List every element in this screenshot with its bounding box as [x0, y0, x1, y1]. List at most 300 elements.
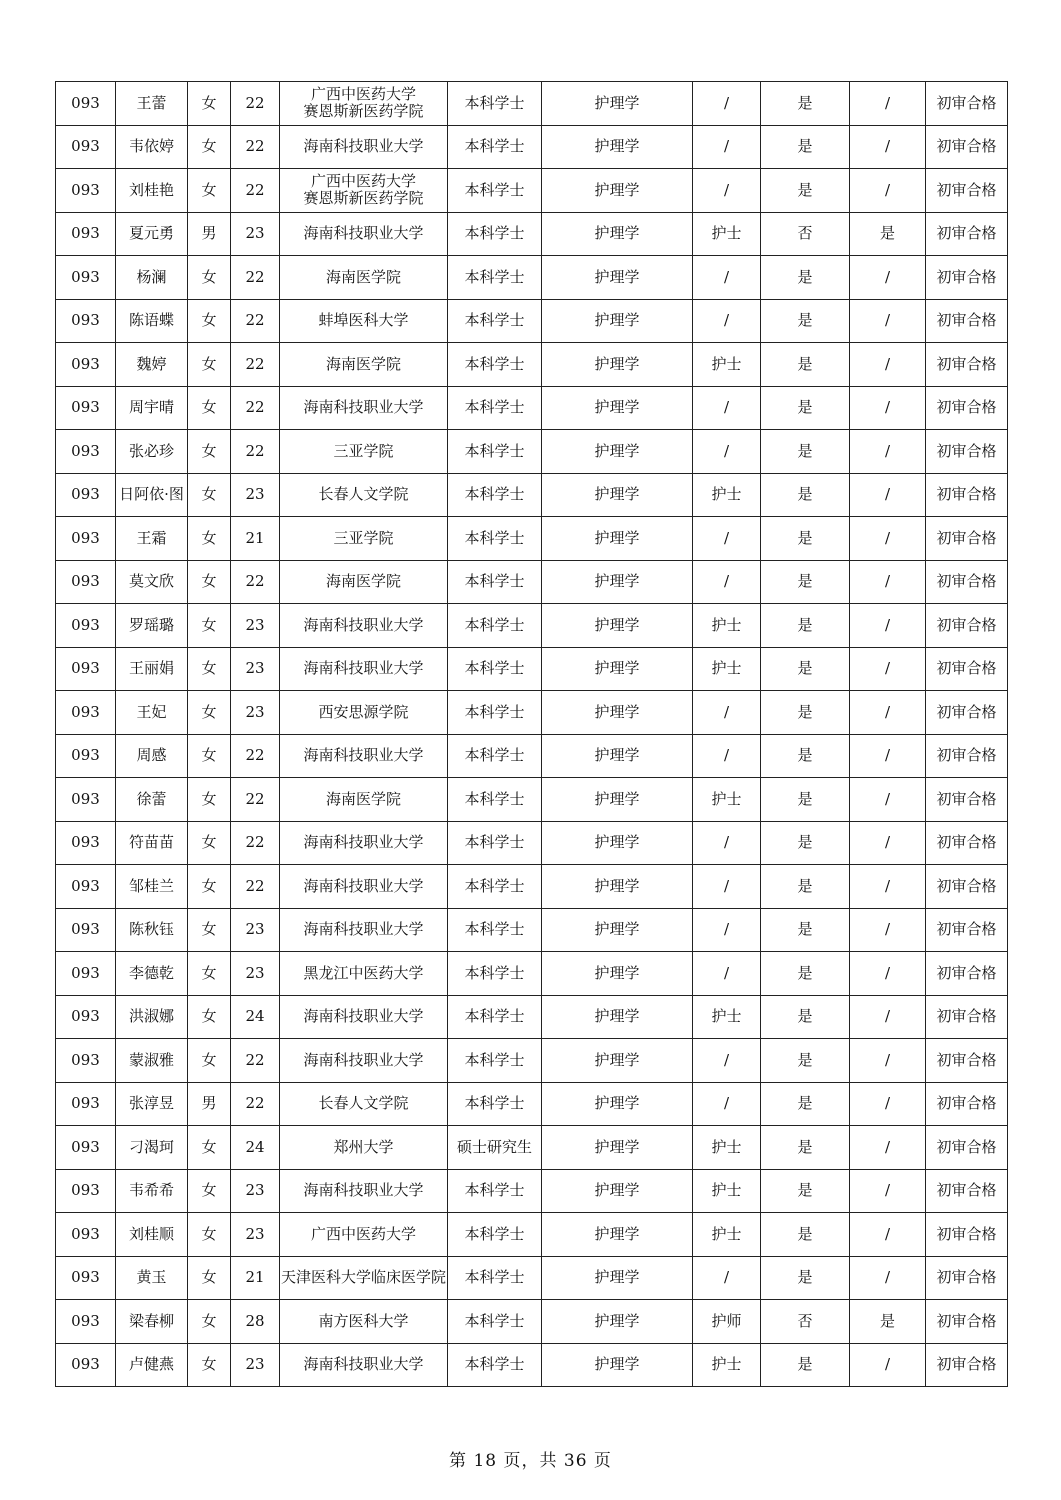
cell-fresh: 是	[761, 1169, 850, 1213]
cell-result: 初审合格	[926, 343, 1008, 387]
cell-result: 初审合格	[926, 212, 1008, 256]
cell-fresh: 是	[761, 169, 850, 213]
cell-result: 初审合格	[926, 1300, 1008, 1344]
cell-result: 初审合格	[926, 517, 1008, 561]
cell-gender: 女	[188, 995, 231, 1039]
cell-fresh: 是	[761, 1082, 850, 1126]
cell-code: 093	[56, 1300, 116, 1344]
cell-other: /	[850, 865, 926, 909]
cell-major: 护理学	[542, 430, 693, 474]
cell-fresh: 是	[761, 386, 850, 430]
cell-age: 28	[231, 1300, 280, 1344]
cell-degree: 本科学士	[448, 256, 542, 300]
cell-age: 22	[231, 343, 280, 387]
cell-degree: 本科学士	[448, 560, 542, 604]
cell-name: 陈语蝶	[116, 299, 188, 343]
cell-code: 093	[56, 82, 116, 126]
table-row	[56, 256, 1008, 300]
cell-cert: 护士	[693, 1213, 761, 1257]
cell-code: 093	[56, 1169, 116, 1213]
cell-code: 093	[56, 1039, 116, 1083]
cell-cert: /	[693, 908, 761, 952]
cell-school: 广西中医药大学 赛恩斯新医药学院	[280, 82, 448, 126]
cell-school: 天津医科大学临床医学院	[280, 1256, 448, 1300]
cell-result: 初审合格	[926, 125, 1008, 169]
cell-result: 初审合格	[926, 473, 1008, 517]
cell-age: 22	[231, 821, 280, 865]
cell-degree: 本科学士	[448, 691, 542, 735]
cell-name: 韦依婷	[116, 125, 188, 169]
cell-fresh: 是	[761, 1213, 850, 1257]
cell-gender: 女	[188, 430, 231, 474]
cell-age: 22	[231, 256, 280, 300]
cell-other: 是	[850, 212, 926, 256]
cell-gender: 女	[188, 691, 231, 735]
cell-school: 海南医学院	[280, 343, 448, 387]
cell-cert: /	[693, 1256, 761, 1300]
table-row	[56, 1082, 1008, 1126]
cell-result: 初审合格	[926, 778, 1008, 822]
cell-result: 初审合格	[926, 256, 1008, 300]
cell-name: 王蕾	[116, 82, 188, 126]
cell-school: 海南科技职业大学	[280, 647, 448, 691]
table-row	[56, 82, 1008, 126]
cell-fresh: 是	[761, 1256, 850, 1300]
table-row	[56, 1126, 1008, 1170]
cell-cert: /	[693, 430, 761, 474]
cell-code: 093	[56, 430, 116, 474]
cell-school: 海南科技职业大学	[280, 734, 448, 778]
cell-major: 护理学	[542, 734, 693, 778]
cell-school: 郑州大学	[280, 1126, 448, 1170]
table-row	[56, 125, 1008, 169]
cell-school: 蚌埠医科大学	[280, 299, 448, 343]
cell-gender: 女	[188, 952, 231, 996]
cell-other: /	[850, 299, 926, 343]
cell-code: 093	[56, 1213, 116, 1257]
cell-code: 093	[56, 1126, 116, 1170]
cell-cert: /	[693, 517, 761, 561]
cell-major: 护理学	[542, 212, 693, 256]
cell-major: 护理学	[542, 517, 693, 561]
cell-cert: 护士	[693, 1126, 761, 1170]
cell-result: 初审合格	[926, 604, 1008, 648]
cell-major: 护理学	[542, 1213, 693, 1257]
cell-school: 海南科技职业大学	[280, 908, 448, 952]
cell-code: 093	[56, 821, 116, 865]
cell-gender: 女	[188, 778, 231, 822]
cell-major: 护理学	[542, 560, 693, 604]
cell-fresh: 是	[761, 560, 850, 604]
cell-fresh: 否	[761, 1300, 850, 1344]
table-row	[56, 1300, 1008, 1344]
table-row	[56, 212, 1008, 256]
cell-gender: 女	[188, 299, 231, 343]
cell-name: 罗瑶璐	[116, 604, 188, 648]
cell-other: /	[850, 560, 926, 604]
cell-age: 21	[231, 1256, 280, 1300]
cell-major: 护理学	[542, 1126, 693, 1170]
table-row	[56, 952, 1008, 996]
cell-other: /	[850, 691, 926, 735]
cell-school: 海南科技职业大学	[280, 865, 448, 909]
table-row	[56, 343, 1008, 387]
cell-gender: 女	[188, 386, 231, 430]
cell-major: 护理学	[542, 343, 693, 387]
cell-result: 初审合格	[926, 908, 1008, 952]
cell-result: 初审合格	[926, 952, 1008, 996]
table-row	[56, 430, 1008, 474]
cell-gender: 女	[188, 473, 231, 517]
cell-school: 南方医科大学	[280, 1300, 448, 1344]
cell-code: 093	[56, 473, 116, 517]
table-row	[56, 473, 1008, 517]
cell-cert: 护士	[693, 647, 761, 691]
table-row	[56, 604, 1008, 648]
cell-result: 初审合格	[926, 299, 1008, 343]
cell-code: 093	[56, 1082, 116, 1126]
cell-age: 23	[231, 1343, 280, 1387]
cell-other: /	[850, 1213, 926, 1257]
cell-age: 23	[231, 647, 280, 691]
cell-degree: 本科学士	[448, 952, 542, 996]
cell-age: 22	[231, 430, 280, 474]
cell-name: 符苗苗	[116, 821, 188, 865]
cell-major: 护理学	[542, 473, 693, 517]
cell-age: 22	[231, 82, 280, 126]
cell-age: 22	[231, 169, 280, 213]
cell-major: 护理学	[542, 1343, 693, 1387]
cell-major: 护理学	[542, 386, 693, 430]
cell-other: /	[850, 473, 926, 517]
cell-code: 093	[56, 212, 116, 256]
cell-other: /	[850, 1343, 926, 1387]
cell-cert: /	[693, 299, 761, 343]
cell-result: 初审合格	[926, 995, 1008, 1039]
cell-school: 三亚学院	[280, 517, 448, 561]
cell-age: 23	[231, 212, 280, 256]
cell-school: 海南医学院	[280, 560, 448, 604]
cell-gender: 女	[188, 604, 231, 648]
cell-cert: /	[693, 734, 761, 778]
table-row	[56, 908, 1008, 952]
cell-result: 初审合格	[926, 1256, 1008, 1300]
cell-other: /	[850, 517, 926, 561]
cell-code: 093	[56, 691, 116, 735]
cell-result: 初审合格	[926, 691, 1008, 735]
candidate-table	[55, 81, 1008, 1387]
cell-code: 093	[56, 604, 116, 648]
cell-major: 护理学	[542, 82, 693, 126]
cell-name: 刘桂顺	[116, 1213, 188, 1257]
cell-fresh: 是	[761, 430, 850, 474]
cell-major: 护理学	[542, 299, 693, 343]
cell-school: 西安思源学院	[280, 691, 448, 735]
cell-school: 三亚学院	[280, 430, 448, 474]
cell-fresh: 是	[761, 604, 850, 648]
cell-gender: 女	[188, 517, 231, 561]
cell-gender: 女	[188, 1300, 231, 1344]
cell-name: 王霜	[116, 517, 188, 561]
cell-name: 洪淑娜	[116, 995, 188, 1039]
cell-other: /	[850, 952, 926, 996]
table-row	[56, 1169, 1008, 1213]
cell-code: 093	[56, 386, 116, 430]
cell-other: /	[850, 1126, 926, 1170]
cell-school: 广西中医药大学	[280, 1213, 448, 1257]
cell-major: 护理学	[542, 256, 693, 300]
cell-result: 初审合格	[926, 1343, 1008, 1387]
cell-code: 093	[56, 169, 116, 213]
cell-code: 093	[56, 1256, 116, 1300]
cell-cert: 护士	[693, 212, 761, 256]
cell-other: 是	[850, 1300, 926, 1344]
cell-code: 093	[56, 778, 116, 822]
cell-other: /	[850, 256, 926, 300]
cell-fresh: 是	[761, 299, 850, 343]
cell-major: 护理学	[542, 647, 693, 691]
cell-result: 初审合格	[926, 82, 1008, 126]
cell-name: 夏元勇	[116, 212, 188, 256]
cell-name: 魏婷	[116, 343, 188, 387]
cell-other: /	[850, 125, 926, 169]
cell-other: /	[850, 430, 926, 474]
table-row	[56, 647, 1008, 691]
cell-result: 初审合格	[926, 430, 1008, 474]
cell-other: /	[850, 778, 926, 822]
page-footer: 第 18 页，共 36 页	[449, 1451, 612, 1471]
cell-school: 海南科技职业大学	[280, 1039, 448, 1083]
cell-age: 24	[231, 995, 280, 1039]
table-row	[56, 560, 1008, 604]
cell-other: /	[850, 821, 926, 865]
cell-school: 海南医学院	[280, 256, 448, 300]
cell-result: 初审合格	[926, 1126, 1008, 1170]
cell-degree: 本科学士	[448, 517, 542, 561]
cell-age: 22	[231, 778, 280, 822]
cell-age: 22	[231, 865, 280, 909]
cell-name: 周宇晴	[116, 386, 188, 430]
cell-gender: 女	[188, 647, 231, 691]
cell-gender: 女	[188, 865, 231, 909]
cell-name: 陈秋钰	[116, 908, 188, 952]
cell-other: /	[850, 995, 926, 1039]
cell-school: 黑龙江中医药大学	[280, 952, 448, 996]
cell-name: 张必珍	[116, 430, 188, 474]
cell-cert: 护士	[693, 995, 761, 1039]
cell-fresh: 是	[761, 82, 850, 126]
cell-major: 护理学	[542, 1256, 693, 1300]
cell-gender: 女	[188, 908, 231, 952]
cell-major: 护理学	[542, 125, 693, 169]
cell-code: 093	[56, 647, 116, 691]
cell-cert: 护士	[693, 473, 761, 517]
cell-name: 徐蕾	[116, 778, 188, 822]
cell-gender: 女	[188, 1039, 231, 1083]
cell-cert: 护师	[693, 1300, 761, 1344]
cell-result: 初审合格	[926, 821, 1008, 865]
cell-degree: 本科学士	[448, 604, 542, 648]
cell-degree: 本科学士	[448, 908, 542, 952]
cell-result: 初审合格	[926, 1082, 1008, 1126]
table-row	[56, 1039, 1008, 1083]
cell-name: 卢健燕	[116, 1343, 188, 1387]
cell-age: 23	[231, 691, 280, 735]
cell-fresh: 是	[761, 125, 850, 169]
cell-cert: /	[693, 169, 761, 213]
table-row	[56, 169, 1008, 213]
cell-age: 22	[231, 734, 280, 778]
cell-fresh: 是	[761, 1126, 850, 1170]
cell-major: 护理学	[542, 1082, 693, 1126]
cell-age: 22	[231, 125, 280, 169]
cell-code: 093	[56, 517, 116, 561]
cell-gender: 男	[188, 212, 231, 256]
cell-age: 23	[231, 473, 280, 517]
cell-age: 22	[231, 386, 280, 430]
table-row	[56, 386, 1008, 430]
cell-major: 护理学	[542, 865, 693, 909]
cell-code: 093	[56, 865, 116, 909]
table-row	[56, 1213, 1008, 1257]
cell-gender: 女	[188, 82, 231, 126]
cell-gender: 女	[188, 169, 231, 213]
cell-age: 22	[231, 299, 280, 343]
cell-fresh: 是	[761, 256, 850, 300]
cell-other: /	[850, 1082, 926, 1126]
cell-other: /	[850, 386, 926, 430]
cell-degree: 本科学士	[448, 1256, 542, 1300]
cell-degree: 本科学士	[448, 430, 542, 474]
cell-gender: 女	[188, 1256, 231, 1300]
cell-degree: 本科学士	[448, 865, 542, 909]
cell-degree: 本科学士	[448, 1343, 542, 1387]
cell-major: 护理学	[542, 604, 693, 648]
cell-code: 093	[56, 995, 116, 1039]
cell-code: 093	[56, 299, 116, 343]
cell-code: 093	[56, 908, 116, 952]
cell-gender: 女	[188, 1126, 231, 1170]
cell-result: 初审合格	[926, 1169, 1008, 1213]
cell-degree: 本科学士	[448, 1300, 542, 1344]
cell-cert: /	[693, 865, 761, 909]
table-row	[56, 1256, 1008, 1300]
cell-age: 23	[231, 1213, 280, 1257]
cell-cert: /	[693, 1039, 761, 1083]
cell-gender: 女	[188, 1213, 231, 1257]
cell-name: 周感	[116, 734, 188, 778]
cell-major: 护理学	[542, 778, 693, 822]
cell-name: 张淳昱	[116, 1082, 188, 1126]
cell-school: 海南科技职业大学	[280, 995, 448, 1039]
cell-degree: 本科学士	[448, 1169, 542, 1213]
cell-gender: 女	[188, 734, 231, 778]
cell-degree: 本科学士	[448, 125, 542, 169]
cell-degree: 本科学士	[448, 299, 542, 343]
cell-fresh: 是	[761, 865, 850, 909]
cell-cert: 护士	[693, 343, 761, 387]
cell-fresh: 是	[761, 343, 850, 387]
cell-fresh: 是	[761, 473, 850, 517]
cell-other: /	[850, 734, 926, 778]
cell-gender: 男	[188, 1082, 231, 1126]
cell-cert: /	[693, 821, 761, 865]
cell-other: /	[850, 169, 926, 213]
cell-school: 海南科技职业大学	[280, 604, 448, 648]
cell-other: /	[850, 343, 926, 387]
cell-age: 23	[231, 952, 280, 996]
cell-cert: /	[693, 125, 761, 169]
cell-major: 护理学	[542, 169, 693, 213]
cell-age: 23	[231, 1169, 280, 1213]
cell-code: 093	[56, 1343, 116, 1387]
cell-degree: 硕士研究生	[448, 1126, 542, 1170]
cell-name: 刘桂艳	[116, 169, 188, 213]
cell-code: 093	[56, 734, 116, 778]
cell-name: 王丽娟	[116, 647, 188, 691]
cell-age: 23	[231, 908, 280, 952]
cell-degree: 本科学士	[448, 386, 542, 430]
table-row	[56, 821, 1008, 865]
cell-age: 21	[231, 517, 280, 561]
cell-fresh: 是	[761, 952, 850, 996]
cell-fresh: 是	[761, 1039, 850, 1083]
cell-gender: 女	[188, 1169, 231, 1213]
cell-school: 海南科技职业大学	[280, 821, 448, 865]
cell-major: 护理学	[542, 1169, 693, 1213]
cell-cert: /	[693, 1082, 761, 1126]
cell-name: 王妃	[116, 691, 188, 735]
cell-name: 杨澜	[116, 256, 188, 300]
cell-school: 广西中医药大学 赛恩斯新医药学院	[280, 169, 448, 213]
cell-school: 长春人文学院	[280, 1082, 448, 1126]
cell-other: /	[850, 604, 926, 648]
cell-degree: 本科学士	[448, 212, 542, 256]
cell-name: 韦希希	[116, 1169, 188, 1213]
cell-degree: 本科学士	[448, 1213, 542, 1257]
cell-age: 23	[231, 604, 280, 648]
cell-age: 22	[231, 1082, 280, 1126]
cell-other: /	[850, 1256, 926, 1300]
cell-fresh: 是	[761, 821, 850, 865]
cell-code: 093	[56, 952, 116, 996]
cell-degree: 本科学士	[448, 1039, 542, 1083]
cell-code: 093	[56, 560, 116, 604]
cell-age: 24	[231, 1126, 280, 1170]
cell-age: 22	[231, 1039, 280, 1083]
cell-other: /	[850, 82, 926, 126]
cell-school: 海南科技职业大学	[280, 386, 448, 430]
cell-school: 海南科技职业大学	[280, 1169, 448, 1213]
cell-other: /	[850, 1039, 926, 1083]
cell-cert: /	[693, 82, 761, 126]
cell-other: /	[850, 1169, 926, 1213]
cell-major: 护理学	[542, 1300, 693, 1344]
cell-age: 22	[231, 560, 280, 604]
cell-degree: 本科学士	[448, 169, 542, 213]
cell-school: 海南科技职业大学	[280, 1343, 448, 1387]
cell-degree: 本科学士	[448, 778, 542, 822]
table-row	[56, 865, 1008, 909]
cell-other: /	[850, 908, 926, 952]
cell-cert: /	[693, 560, 761, 604]
table-row	[56, 299, 1008, 343]
cell-name: 梁春柳	[116, 1300, 188, 1344]
cell-degree: 本科学士	[448, 473, 542, 517]
cell-gender: 女	[188, 256, 231, 300]
cell-cert: /	[693, 256, 761, 300]
cell-code: 093	[56, 256, 116, 300]
